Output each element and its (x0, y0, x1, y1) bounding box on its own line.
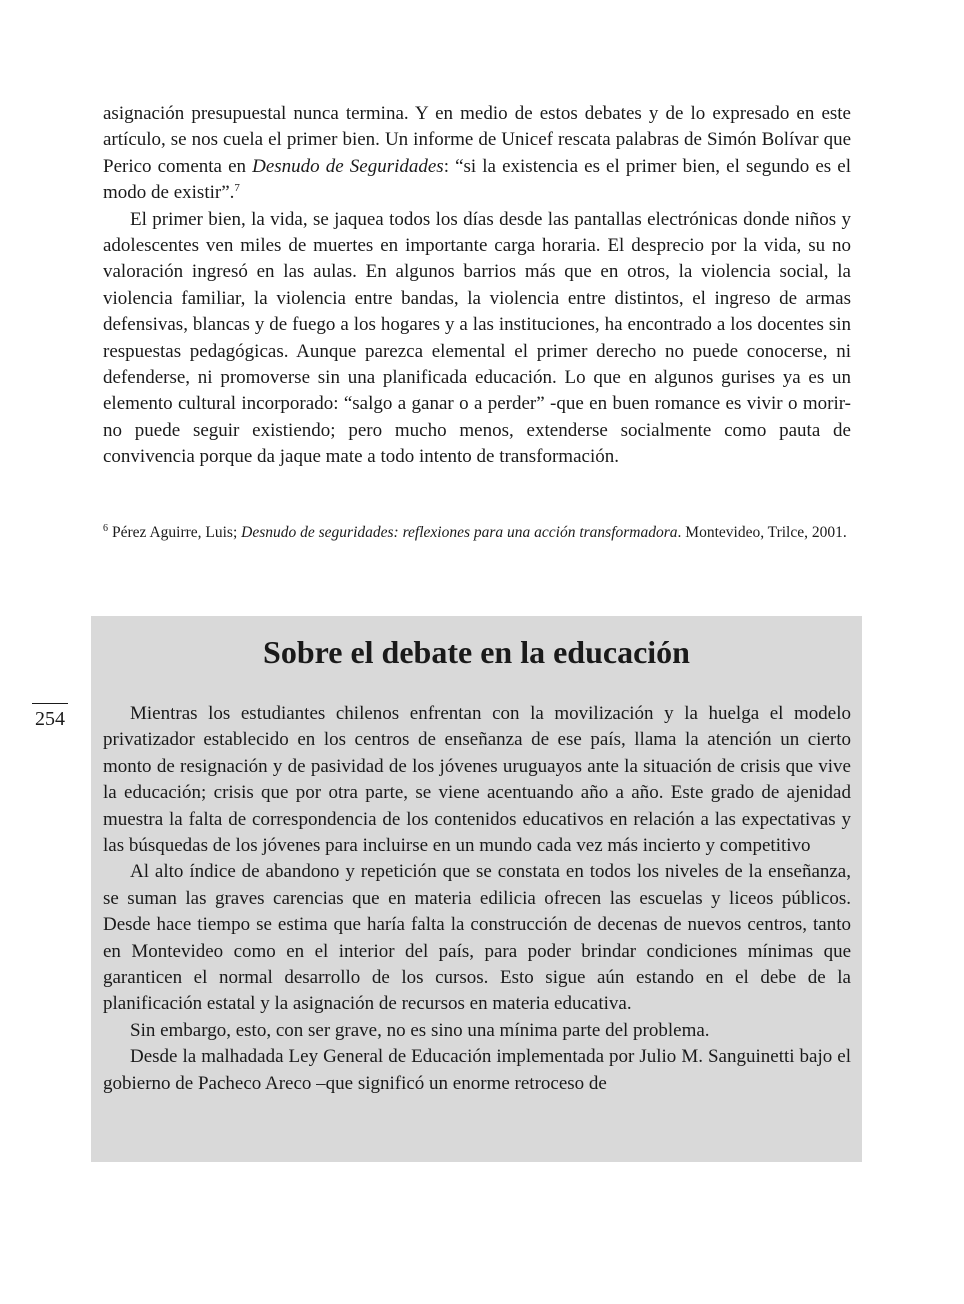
paragraph-1-quote: : “si la existencia es el primer bien, el segundo es el modo de existir”. (103, 155, 851, 204)
footnote-publication: . Montevideo, Trilce, 2001. (677, 524, 847, 541)
book-title: Desnudo de Seguridades (252, 155, 444, 177)
paragraph-1-text: asignación presupuestal nunca termina. Y en medio de estos debates y de lo expresado en este artículo, se nos cuela el primer bien. Un informe de Unicef rescata palabras de Simón Bolívar que Perico comenta en (103, 103, 851, 177)
footnote-title: Desnudo de seguridades: reflexiones para una acción transformadora (241, 524, 678, 541)
box-body (103, 701, 851, 1097)
paragraph-1 (103, 101, 851, 207)
footnote-author: Pérez Aguirre, Luis; (112, 524, 242, 541)
paragraph-2: El primer bien, la vida, se jaquea todos los días desde las pantallas electrónicas donde niños y adolescentes ven miles de muertes en importante carga horaria. El desprecio por la vida, su no valoración ingresó en las aulas. En algunos barrios más que en otros, la violencia social, la violencia familiar, la violencia entre bandas, la violencia entre distintos, el ingreso de armas defensivas, blancas y de fuego a los hogares y a las instituciones, ha encontrado a los docentes sin respuestas pedagógicas. Aunque parezca elemental el primer derecho no puede conocerse, ni defenderse, ni promoverse sin una planificada educación. Lo que en algunos gurises ya es un elemento cultural incorporado: “salgo a ganar o a perder” -que en buen romance es vivir o morir- no puede seguir existiendo; pero mucho menos, extenderse socialmente como pauta de convivencia porque da jaque mate a todo intento de transformación. (103, 208, 851, 468)
box-title: Sobre el debate en la educación (263, 634, 690, 670)
footnote (103, 522, 851, 544)
box-paragraph-1: Mientras los estudiantes chilenos enfrentan con la movilización y la huelga el modelo privatizador establecido en los centros de enseñanza de ese país, llama la atención un cierto monto de resignación y de pasividad de los jóvenes uruguayos ante la situación de crisis que vive la educación; crisis que por otra parte, se viene acentuando año a año. Este grado de ajenidad muestra la falta de correspondencia de los contenidos educativos en relación a las expectativas y las búsquedas de los jóvenes para incluirse en un mundo cada vez más incierto y competitivo (103, 703, 851, 857)
box-paragraph-3: Sin embargo, esto, con ser grave, no es sino una mínima parte del problema. (130, 1019, 710, 1041)
box-paragraph-4: Desde la malhadada Ley General de Educación implementada por Julio M. Sanguinetti bajo el gobierno de Pacheco Areco –que significó un enorme retroceso de (103, 1046, 851, 1094)
footnote-number: 6 (103, 523, 108, 534)
sidebar-box (91, 616, 862, 1162)
page-number: 254 (32, 703, 68, 731)
footnote-reference: 7 (234, 182, 240, 195)
box-paragraph-2: Al alto índice de abandono y repetición que se constata en todos los niveles de la enseñanza, se suman las graves carencias que en materia edilicia ofrecen las escuelas y liceos públicos. Desde hace tiempo se estima que haría falta la construcción de decenas de nuevos centros, tanto en Montevideo como en el interior del país, para poder brindar condiciones mínimas que garanticen el normal desarrollo de los cursos. Esto sigue aún estando en el debe de la planificación estatal y la asignación de recursos en materia educativa. (103, 861, 851, 1015)
main-text (103, 101, 851, 471)
